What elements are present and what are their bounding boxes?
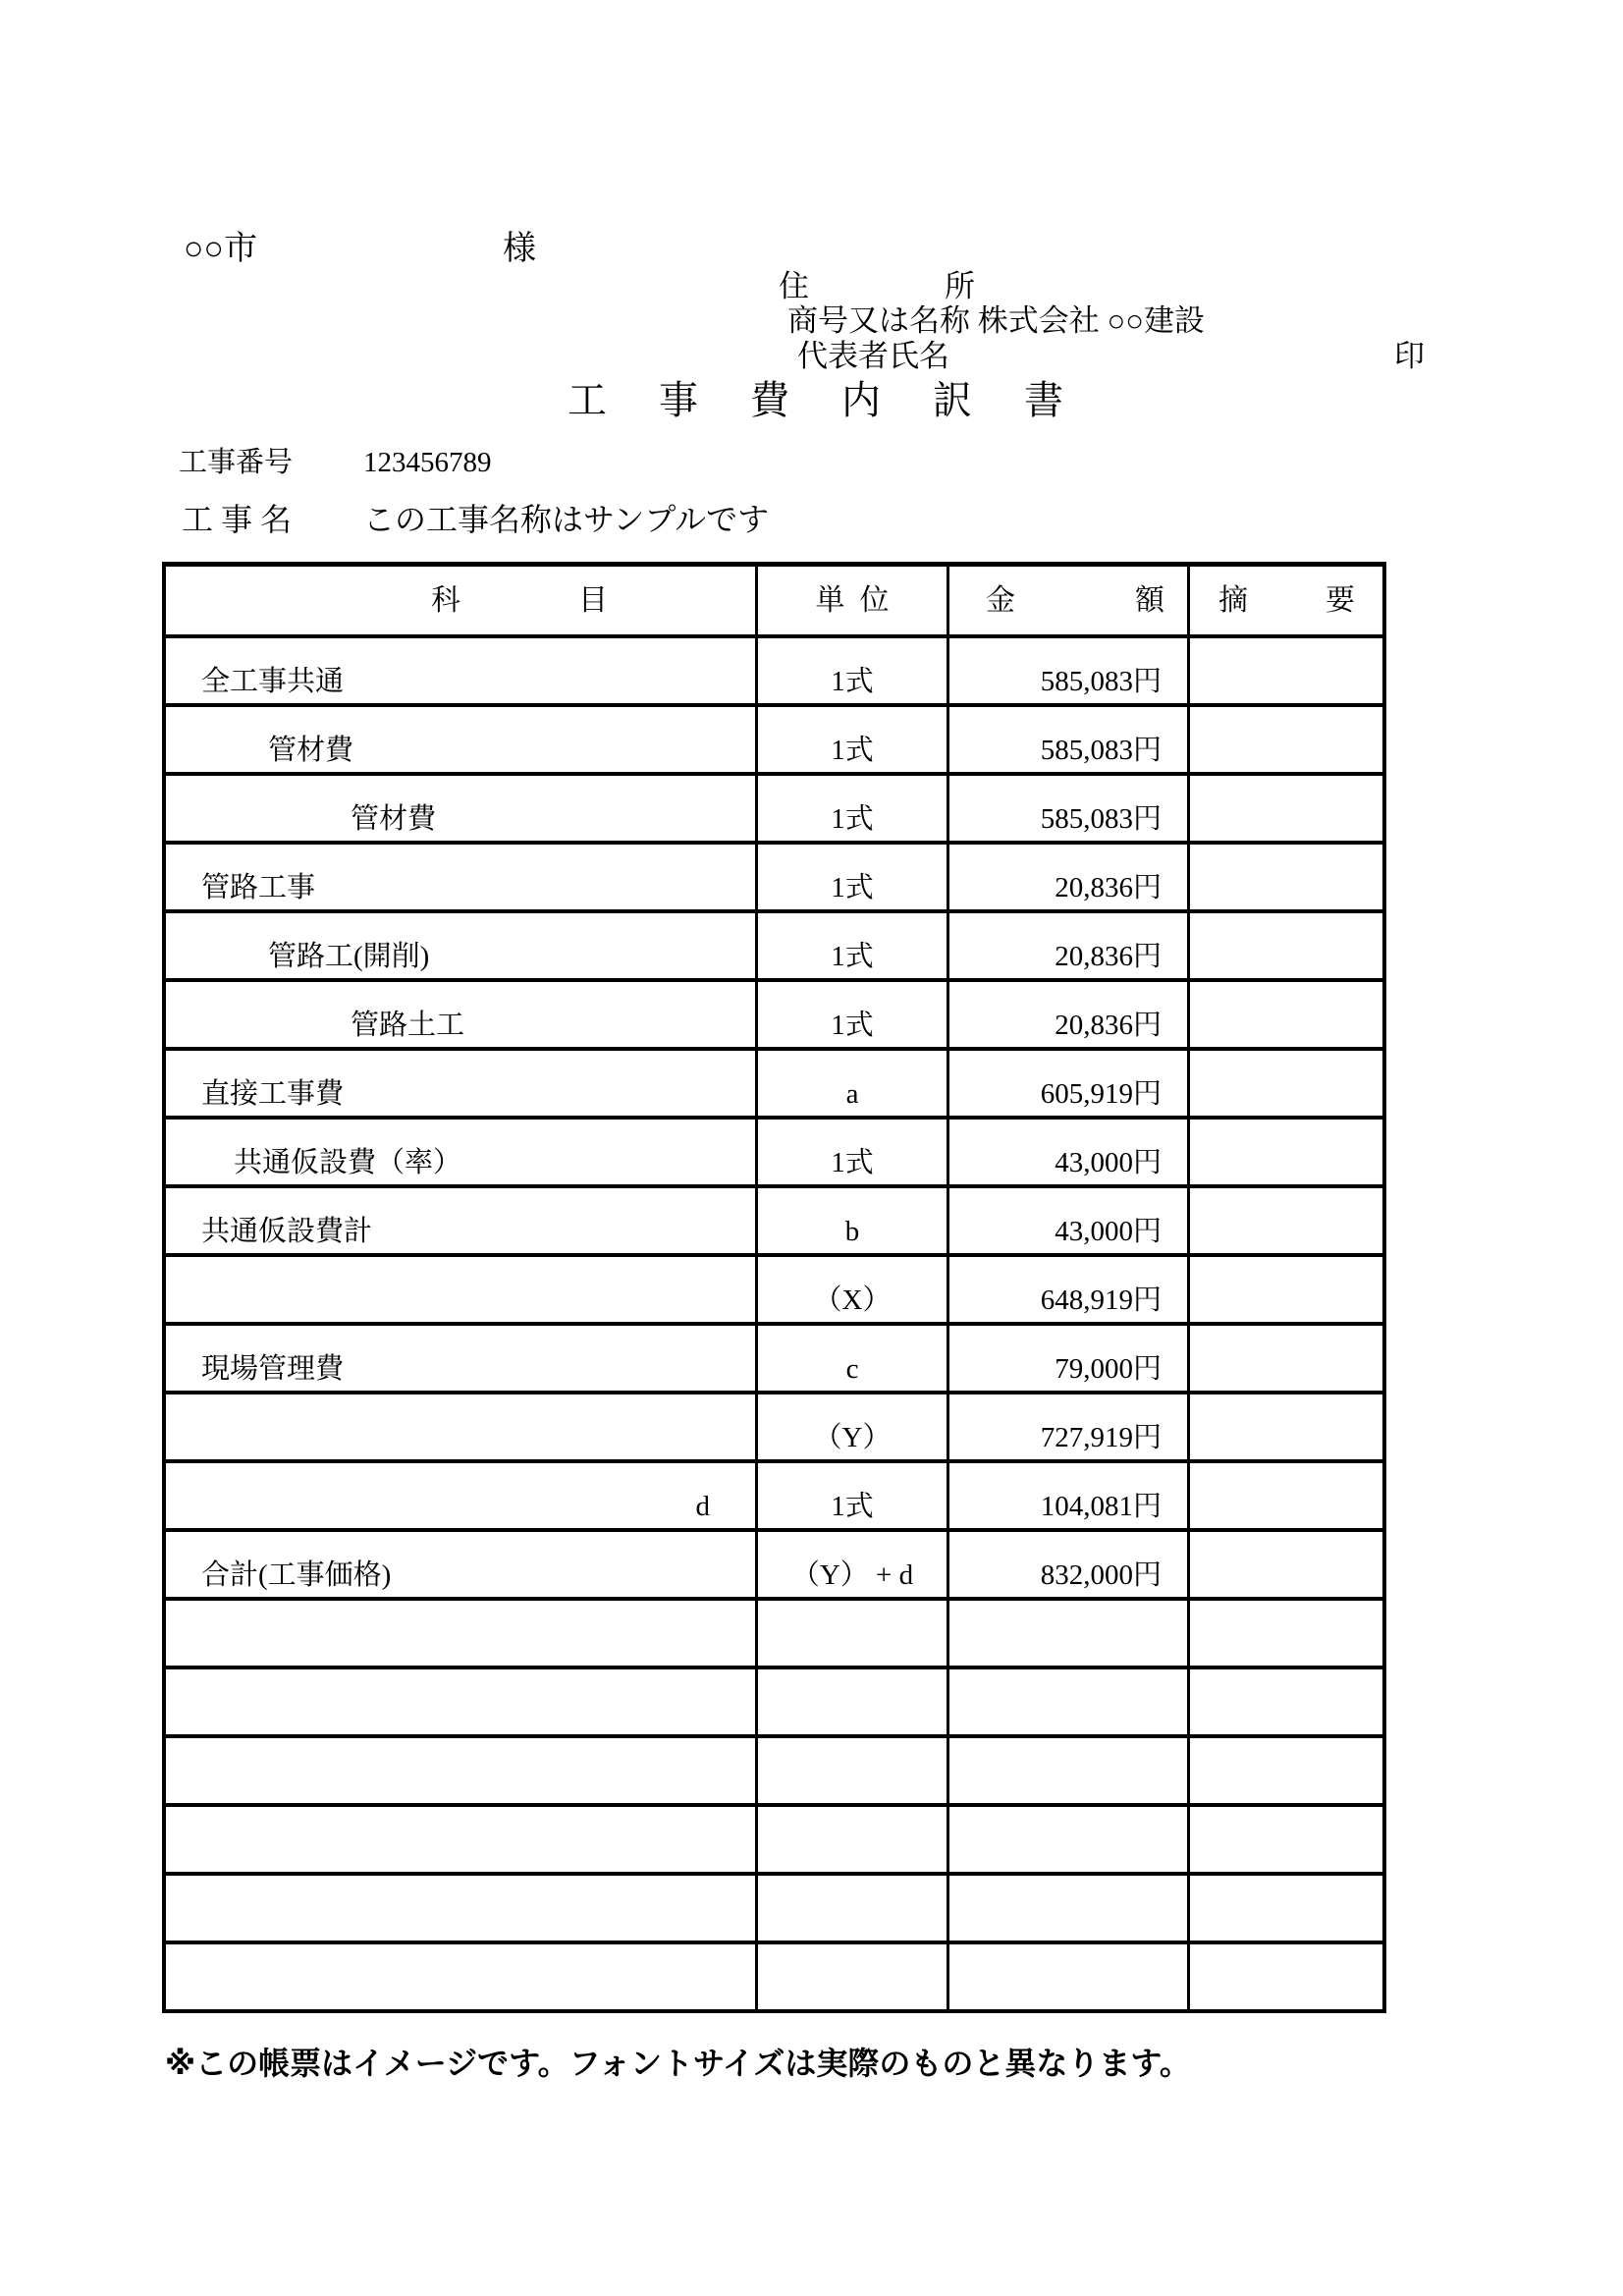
amount-cell	[949, 1738, 1190, 1803]
amount-cell: 20,836円	[949, 845, 1190, 909]
amount-cell: 79,000円	[949, 1326, 1190, 1391]
table-row	[166, 776, 1382, 845]
unit-cell: （Y） + d	[758, 1532, 949, 1597]
amount-cell	[949, 1669, 1190, 1734]
remarks-cell	[1190, 1601, 1382, 1666]
address-label	[779, 271, 975, 301]
amount-cell: 585,083円	[949, 776, 1190, 841]
unit-cell: 1式	[758, 1120, 949, 1184]
remarks-cell	[1190, 638, 1382, 703]
amount-cell	[949, 1944, 1190, 2009]
unit-cell: b	[758, 1188, 949, 1253]
subject-cell: 直接工事費	[166, 1051, 758, 1116]
table-row	[166, 1463, 1382, 1532]
amount-cell	[949, 1601, 1190, 1666]
remarks-cell	[1190, 1532, 1382, 1597]
unit-cell: 1式	[758, 707, 949, 772]
table-header-row	[166, 567, 1382, 638]
amount-cell: 585,083円	[949, 638, 1190, 703]
subject-cell: 管路土工	[166, 982, 758, 1047]
header-unit-char-2: 位	[859, 583, 890, 617]
table-row	[166, 1807, 1382, 1876]
amount-cell: 43,000円	[949, 1188, 1190, 1253]
remarks-cell	[1190, 1326, 1382, 1391]
header-remarks-char-1: 摘	[1218, 583, 1248, 617]
table-row	[166, 1876, 1382, 1944]
subject-cell	[166, 1738, 758, 1803]
unit-cell	[758, 1944, 949, 2009]
subject-cell	[166, 1601, 758, 1666]
table-row	[166, 1601, 1382, 1669]
table-row	[166, 1532, 1382, 1601]
remarks-cell	[1190, 913, 1382, 978]
amount-cell: 605,919円	[949, 1051, 1190, 1116]
remarks-cell	[1190, 1807, 1382, 1872]
table-row	[166, 913, 1382, 982]
table-row	[166, 1944, 1382, 2013]
unit-cell	[758, 1876, 949, 1941]
amount-cell: 727,919円	[949, 1394, 1190, 1459]
unit-cell: （X）	[758, 1257, 949, 1322]
unit-cell	[758, 1807, 949, 1872]
amount-cell: 585,083円	[949, 707, 1190, 772]
recipient-honorific: 様	[503, 231, 536, 267]
subject-cell	[166, 1944, 758, 2009]
amount-cell: 648,919円	[949, 1257, 1190, 1322]
unit-cell: 1式	[758, 776, 949, 841]
subject-cell: 全工事共通	[166, 638, 758, 703]
header-remarks-char-2: 要	[1325, 583, 1355, 617]
table-row	[166, 1394, 1382, 1463]
amount-cell: 43,000円	[949, 1120, 1190, 1184]
representative-label: 代表者氏名	[797, 339, 949, 373]
amount-cell	[949, 1807, 1190, 1872]
seal-mark: 印	[1394, 339, 1425, 373]
table-row	[166, 845, 1382, 913]
remarks-cell	[1190, 1051, 1382, 1116]
remarks-cell	[1190, 1463, 1382, 1528]
subject-cell: 管路工(開削)	[166, 913, 758, 978]
table-row	[166, 1326, 1382, 1394]
address-label-char-1: 住	[779, 269, 809, 303]
table-row	[166, 982, 1382, 1051]
cost-table-body	[166, 638, 1382, 2013]
subject-cell: 共通仮設費計	[166, 1188, 758, 1253]
table-row	[166, 1120, 1382, 1188]
header-cell-subject	[166, 567, 758, 634]
unit-cell: 1式	[758, 913, 949, 978]
remarks-cell	[1190, 707, 1382, 772]
subject-cell: 現場管理費	[166, 1326, 758, 1391]
remarks-cell	[1190, 1257, 1382, 1322]
subject-cell: 管材費	[166, 776, 758, 841]
footnote: ※この帳票はイメージです。フォントサイズは実際のものと異なります。	[165, 2046, 1191, 2081]
header-cell-amount	[949, 567, 1190, 634]
unit-cell: 1式	[758, 982, 949, 1047]
unit-cell: a	[758, 1051, 949, 1116]
subject-cell	[166, 1394, 758, 1459]
unit-cell	[758, 1601, 949, 1666]
amount-cell: 20,836円	[949, 982, 1190, 1047]
company-name-line: 商号又は名称 株式会社 ○○建設	[787, 303, 1205, 338]
remarks-cell	[1190, 1120, 1382, 1184]
unit-cell: 1式	[758, 638, 949, 703]
amount-cell: 20,836円	[949, 913, 1190, 978]
table-row	[166, 707, 1382, 776]
remarks-cell	[1190, 1944, 1382, 2009]
subject-cell: 共通仮設費（率）	[166, 1120, 758, 1184]
amount-cell: 104,081円	[949, 1463, 1190, 1528]
remarks-cell	[1190, 1876, 1382, 1941]
amount-cell	[949, 1876, 1190, 1941]
header-amount-char-1: 金	[986, 583, 1015, 617]
unit-cell: （Y）	[758, 1394, 949, 1459]
table-row	[166, 1669, 1382, 1738]
subject-cell	[166, 1257, 758, 1322]
unit-cell: 1式	[758, 845, 949, 909]
header-subject-char-1: 科	[431, 583, 460, 617]
subject-cell	[166, 1669, 758, 1734]
remarks-cell	[1190, 776, 1382, 841]
cost-table	[162, 562, 1386, 2013]
project-number-value: 123456789	[363, 447, 492, 478]
header-cell-remarks	[1190, 567, 1382, 634]
subject-cell: 合計(工事価格)	[166, 1532, 758, 1597]
remarks-cell	[1190, 1188, 1382, 1253]
unit-cell	[758, 1669, 949, 1734]
header-subject-char-2: 目	[578, 583, 608, 617]
table-row	[166, 1051, 1382, 1120]
project-number-label: 工事番号	[179, 447, 294, 478]
remarks-cell	[1190, 1669, 1382, 1734]
remarks-cell	[1190, 1738, 1382, 1803]
header-unit-char-1: 単	[815, 583, 845, 617]
unit-cell	[758, 1738, 949, 1803]
table-row	[166, 1257, 1382, 1326]
subject-cell: d	[166, 1463, 758, 1528]
unit-cell: c	[758, 1326, 949, 1391]
subject-cell: 管材費	[166, 707, 758, 772]
subject-cell	[166, 1807, 758, 1872]
remarks-cell	[1190, 982, 1382, 1047]
subject-cell	[166, 1876, 758, 1941]
amount-cell: 832,000円	[949, 1532, 1190, 1597]
project-name-value: この工事名称はサンプルです	[363, 502, 770, 537]
table-row	[166, 638, 1382, 707]
unit-cell: 1式	[758, 1463, 949, 1528]
subject-cell: 管路工事	[166, 845, 758, 909]
document-title: 工事費内訳書	[568, 378, 1115, 422]
remarks-cell	[1190, 1394, 1382, 1459]
recipient-name: ○○市	[184, 231, 258, 267]
table-row	[166, 1738, 1382, 1807]
remarks-cell	[1190, 845, 1382, 909]
table-row	[166, 1188, 1382, 1257]
header-amount-char-2: 額	[1135, 583, 1164, 617]
header-cell-unit	[758, 567, 949, 634]
address-label-char-2: 所	[945, 269, 975, 303]
project-name-label: 工 事 名	[182, 502, 293, 537]
